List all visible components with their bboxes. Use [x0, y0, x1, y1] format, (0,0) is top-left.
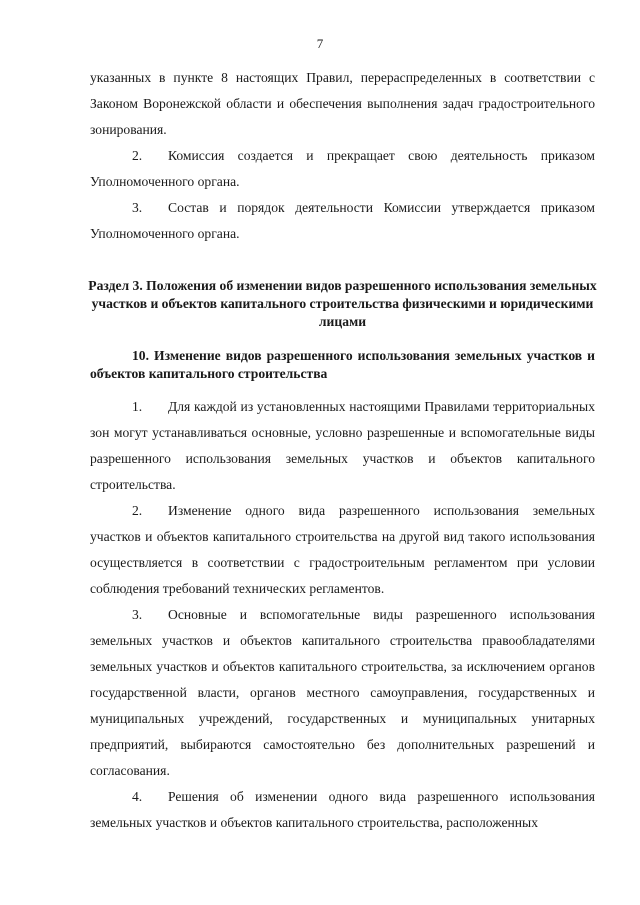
intro-paragraph: указанных в пункте 8 настоящих Правил, перераспределенных в соответствии с Законом Воронежской области и обеспечения выполнения задач градостроительного зонирования. [90, 70, 595, 137]
list-a-item-2-number: 2. [132, 148, 143, 163]
list-a-item-3 [90, 195, 595, 247]
list-b-item-2-number: 2. [132, 503, 143, 518]
list-b-item-4 [90, 784, 595, 836]
list-b-item-3-number: 3. [132, 607, 143, 622]
list-b-item-1-text: Для каждой из установленных настоящими Правилами территориальных зон могут устанавливаться основные, условно разрешенные и вспомогательные виды разрешенного использования земельных участков и объектов капитального строительства. [90, 399, 595, 492]
list-b-item-3 [90, 602, 595, 784]
list-b-item-4-text: Решения об изменении одного вида разрешенного использования земельных участков и объектов капитального строительства, расположенных [90, 789, 595, 830]
list-b-item-1-number: 1. [132, 399, 143, 414]
page-number: 7 [316, 36, 324, 51]
list-b-item-2-text: Изменение одного вида разрешенного использования земельных участков и объектов капитального строительства на другой вид такого использования осуществляется в соответствии с градостроительным регламентом при условии соблюдения требований технических регламентов. [90, 503, 595, 596]
list-b-item-4-number: 4. [132, 789, 143, 804]
list-b-item-2 [90, 498, 595, 602]
section-heading: Раздел 3. Положения об изменении видов разрешенного использования земельных участков и объектов капитального строительства физическими и юридическими лицами [88, 278, 597, 329]
list-b-item-3-text: Основные и вспомогательные виды разрешенного использования земельных участков и объектов капитального строительства правообладателями земельных участков и объектов капитального строительства, за исключением органов государственной власти, органов местного самоуправления, государственных и муниципальных учреждений, государственных и муниципальных унитарных предприятий, выбираются самостоятельно без дополнительных разрешений и согласования. [90, 607, 595, 778]
list-a-item-3-text: Состав и порядок деятельности Комиссии утверждается приказом Уполномоченного органа. [90, 200, 595, 241]
list-a-item-3-number: 3. [132, 200, 143, 215]
list-a-item-2-text: Комиссия создается и прекращает свою деятельность приказом Уполномоченного органа. [90, 148, 595, 189]
list-b-item-1 [90, 394, 595, 498]
article-title: 10. Изменение видов разрешенного использования земельных участков и объектов капитального строительства [90, 348, 595, 381]
list-a-item-2 [90, 143, 595, 195]
